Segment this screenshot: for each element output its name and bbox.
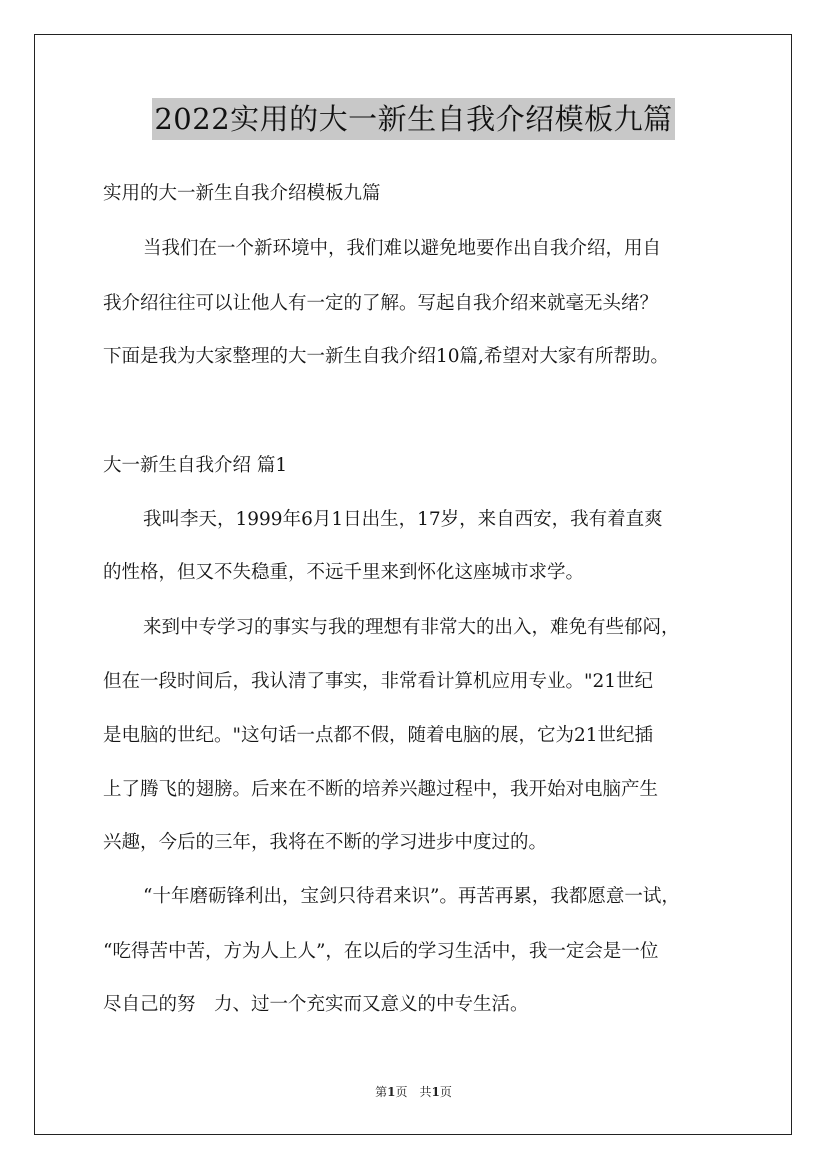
footer-page-suffix: 页 (439, 1085, 452, 1099)
paragraph-line: “十年磨砺锋利出，宝剑只待君来识”。再苦再累，我都愿意一试， (143, 886, 680, 907)
paragraph-line: 我叫李天，1999年6月1日出生，17岁，来自西安，我有着直爽 (143, 509, 663, 530)
document-subtitle: 实用的大一新生自我介绍模板九篇 (103, 183, 381, 204)
paragraph-line: 我介绍往往可以让他人有一定的了解。写起自我介绍来就毫无头绪？ (103, 293, 659, 314)
paragraph-line: 兴趣，今后的三年，我将在不断的学习进步中度过的。 (103, 832, 548, 853)
paragraph-line: 上了腾飞的翅膀。后来在不断的培养兴趣过程中，我开始对电脑产生 (103, 779, 659, 800)
paragraph-line: 但在一段时间后，我认清了事实，非常看计算机应用专业。"21世纪 (103, 671, 654, 692)
paragraph-line: 来到中专学习的事实与我的理想有非常大的出入，难免有些郁闷， (143, 617, 680, 638)
section-heading: 大一新生自我介绍 篇1 (103, 455, 288, 476)
document-title: 2022实用的大一新生自我介绍模板九篇 (152, 98, 674, 140)
footer-page-prefix: 第 (375, 1085, 388, 1099)
paragraph-line: 的性格，但又不失稳重，不远千里来到怀化这座城市求学。 (103, 562, 585, 583)
footer-page-current: 1 (387, 1085, 396, 1099)
paragraph-line: “吃得苦中苦，方为人上人”，在以后的学习生活中，我一定会是一位 (103, 941, 659, 962)
page-footer (0, 1083, 827, 1100)
paragraph-line: 当我们在一个新环境中，我们难以避免地要作出自我介绍，用自 (143, 238, 662, 259)
footer-page-total: 1 (431, 1085, 440, 1099)
paragraph-line: 是电脑的世纪。"这句话一点都不假，随着电脑的展，它为21世纪插 (103, 725, 654, 746)
footer-page-mid: 页 共 (395, 1085, 432, 1099)
paragraph-line: 尽自己的努 力、过一个充实而又意义的中专生活。 (103, 994, 529, 1015)
title-container (0, 98, 827, 140)
paragraph-line: 下面是我为大家整理的大一新生自我介绍10篇,希望对大家有所帮助。 (103, 346, 669, 367)
